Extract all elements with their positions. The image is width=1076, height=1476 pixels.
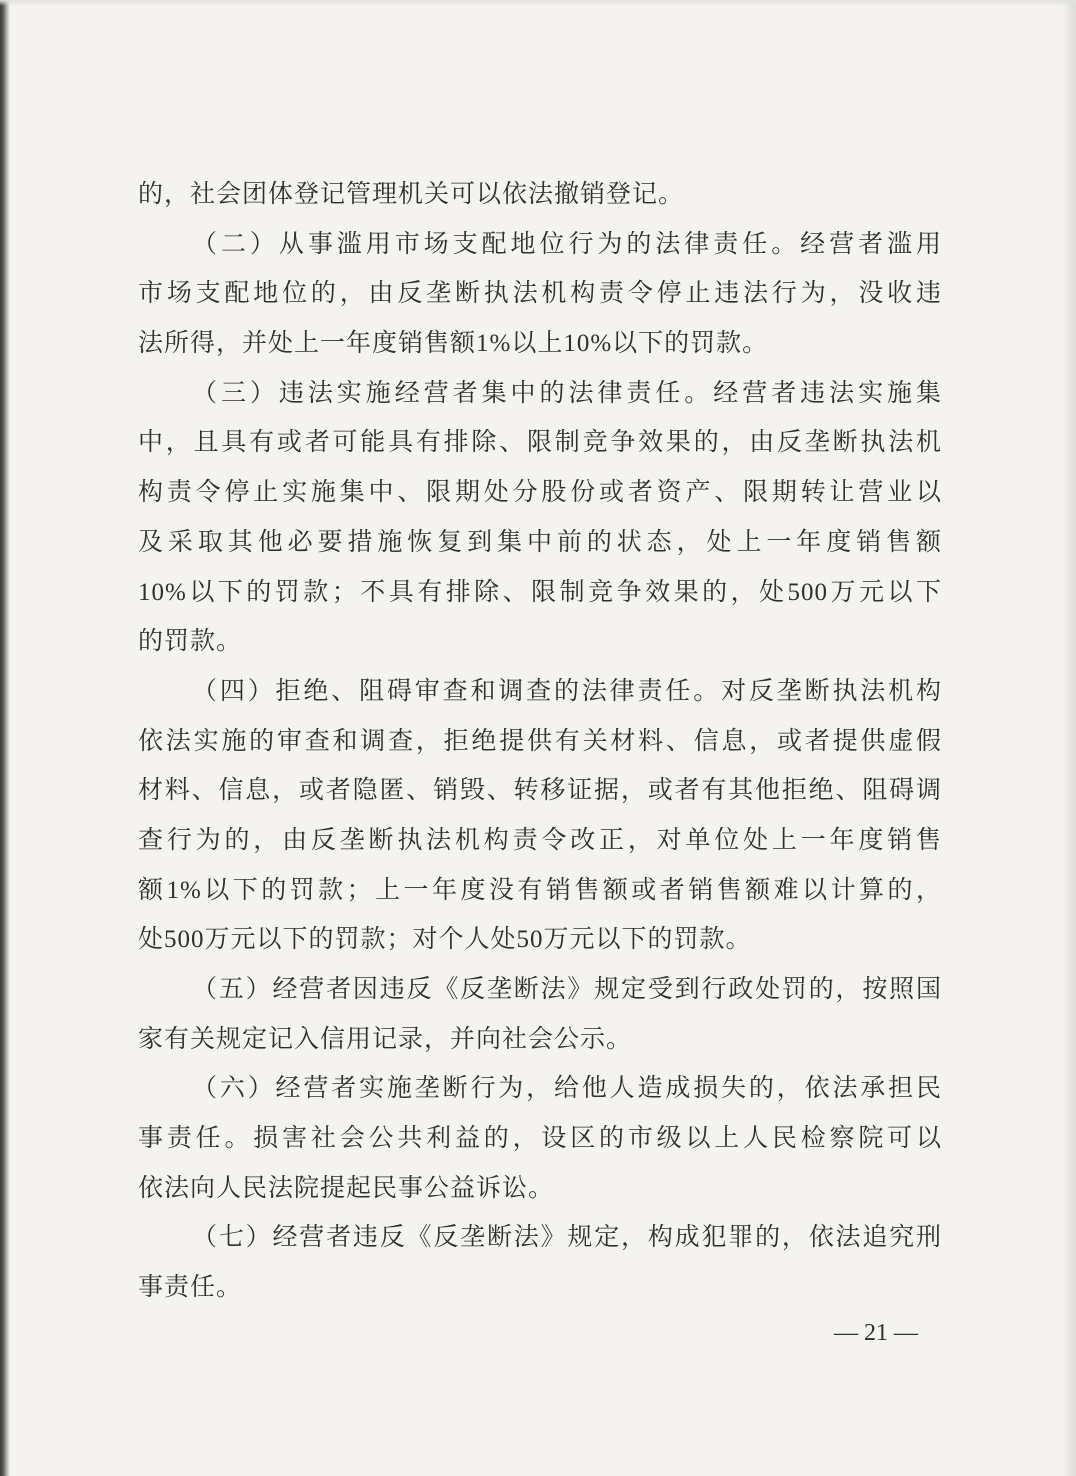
text-line: 事责任。损害社会公共利益的，设区的市级以上人民检察院可以: [138, 1125, 942, 1153]
text-line: 中，且具有或者可能具有排除、限制竞争效果的，由反垄断执法机: [138, 429, 942, 457]
text-line: （四）拒绝、阻碍审查和调查的法律责任。对反垄断执法机构: [192, 677, 942, 705]
text-line: （三）违法实施经营者集中的法律责任。经营者违法实施集: [192, 379, 942, 407]
text-line: 法所得，并处上一年度销售额1%以上10%以下的罚款。: [138, 330, 769, 358]
text-line: （二）从事滥用市场支配地位行为的法律责任。经营者滥用: [192, 230, 942, 258]
page-number: — 21 —: [834, 1320, 918, 1346]
paragraph-7-criminal-liability: [138, 1213, 942, 1312]
paragraph-3-illegal-concentration: [138, 369, 942, 667]
text-line: 家有关规定记入信用记录，并向社会公示。: [138, 1025, 633, 1053]
text-line: 依法向人民法院提起民事公益诉讼。: [138, 1174, 555, 1202]
text-line: 的，社会团体登记管理机关可以依法撤销登记。: [138, 181, 685, 208]
text-line: 构责令停止实施集中、限期处分股份或者资产、限期转让营业以: [138, 479, 942, 507]
paragraph-6-civil-liability: [138, 1064, 942, 1213]
paragraph-5-credit-record: [138, 965, 942, 1064]
text-line: （五）经营者因违反《反垄断法》规定受到行政处罚的，按照国: [192, 976, 942, 1003]
scan-edge-top: [0, 0, 1076, 6]
text-line: 依法实施的审查和调查，拒绝提供有关材料、信息，或者提供虚假: [138, 727, 942, 755]
text-line: 事责任。: [138, 1274, 243, 1302]
text-line: 材料、信息，或者隐匿、销毁、转移证据，或者有其他拒绝、阻碍调: [138, 777, 942, 805]
document-body: [138, 170, 942, 1313]
text-line: 处500万元以下的罚款；对个人处50万元以下的罚款。: [138, 926, 752, 954]
paragraph-continuation: [138, 170, 942, 220]
text-line: 市场支配地位的，由反垄断执法机构责令停止违法行为，没收违: [138, 280, 942, 308]
paragraph-4-obstructing-investigation: [138, 667, 942, 965]
text-line: 的罚款。: [138, 628, 243, 656]
text-line: （七）经营者违反《反垄断法》规定，构成犯罪的，依法追究刑: [192, 1224, 942, 1252]
text-line: 额1%以下的罚款；上一年度没有销售额或者销售额难以计算的，: [138, 876, 942, 904]
paragraph-2-abuse-of-dominance: [138, 220, 942, 369]
scan-edge-right: [1062, 0, 1076, 1476]
text-line: 查行为的，由反垄断执法机构责令改正，对单位处上一年度销售: [138, 826, 942, 854]
text-line: （六）经营者实施垄断行为，给他人造成损失的，依法承担民: [192, 1075, 942, 1103]
text-line: 及采取其他必要措施恢复到集中前的状态，处上一年度销售额: [138, 528, 942, 556]
text-line: 10%以下的罚款；不具有排除、限制竞争效果的，处500万元以下: [138, 578, 942, 606]
scan-edge-left: [0, 0, 10, 1476]
